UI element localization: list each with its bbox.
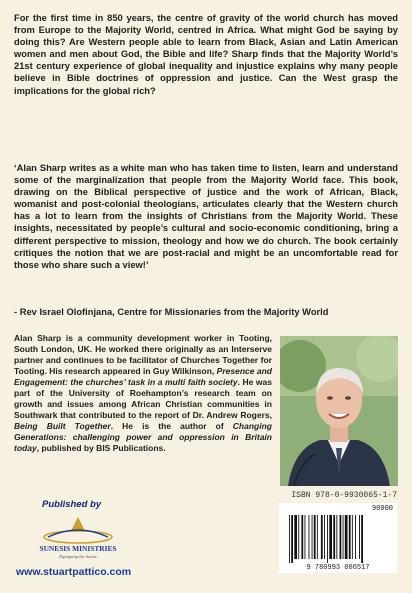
isbn-barcode: [279, 503, 397, 573]
bio-book-title-3: Changing Generations: challenging power and oppression in Britain today: [14, 421, 272, 453]
barcode-bar: [352, 515, 353, 559]
barcode-bar: [321, 515, 323, 559]
author-photo: [280, 336, 398, 486]
barcode-digits: 9 780993 006517: [306, 564, 370, 572]
price-code: 90000: [371, 505, 393, 513]
endorsement-quote: ‘Alan Sharp writes as a white man who has taken time to listen, learn and understand some of the marginalization that people from the Majority World face. This book, drawing on the Biblical perspective of justice and the work of African, Black, womanist and post-colonial theologians, articulates clearly that the Western church has a lot to learn from the insights of Christians from the Majority World. These insights, necessitated by people’s cultural and socio-economic conditioning, bring a different perspective to mission, theology and how we do church. The book certainly critiques the notion that we are post-racial and might be an uncomfortable read for those who share such a view!’: [14, 163, 398, 270]
barcode-bar: [312, 515, 313, 559]
barcode-bar: [345, 515, 348, 559]
barcode-bar: [343, 515, 344, 559]
published-by-label: Published by: [42, 499, 102, 510]
barcode-bar: [301, 515, 303, 559]
barcode-bar: [333, 515, 335, 559]
barcode-bar: [336, 515, 337, 559]
bio-book-title-2: Being Built Together: [14, 421, 111, 431]
barcode-bar: [324, 515, 325, 559]
bio-text-3: . He is the author of: [110, 421, 224, 431]
barcode-bar: [349, 515, 351, 559]
barcode-bar: [359, 515, 360, 559]
barcode-bar: [294, 515, 297, 559]
barcode-bar: [298, 515, 299, 559]
publisher-logo-tagline: Equipping the Saints: [59, 554, 97, 559]
bio-book-title-1: Presence and Engagement: the churches’ task in a multi faith society: [14, 366, 272, 387]
bio-text-4: , published by BIS Publications.: [36, 443, 166, 453]
publisher-logo-name: SUNESIS MINISTRIES: [39, 544, 117, 553]
author-bio: [14, 333, 272, 454]
barcode-bar: [329, 515, 332, 559]
bio-text-1: Alan Sharp is a community development worker in Tooting, South London, UK. He worked there originally as an Interserve partner and continues to be facilitator of Churches Together for Tooting. His research appeared in Guy Wilkinson,: [14, 333, 272, 376]
publisher-logo: [38, 515, 118, 561]
barcode-bar: [340, 515, 342, 559]
barcode-bar: [361, 515, 363, 563]
barcode-bar: [305, 515, 306, 559]
barcode-bar: [355, 515, 356, 559]
barcode-bar: [289, 515, 290, 563]
barcode-bar: [309, 515, 310, 559]
barcode-bar: [317, 515, 318, 559]
barcode-bar: [314, 515, 316, 559]
endorsement-attribution: - Rev Israel Olofinjana, Centre for Missionaries from the Majority World: [14, 307, 329, 317]
isbn-number: ISBN 978-0-9930065-1-7: [291, 491, 397, 500]
blurb-text: For the first time in 850 years, the centre of gravity of the world church has moved from Europe to the Majority World, centred in Africa. What might God be saying by doing this? Are Western people able to learn from Black, Asian and Latin American women and men about God, the Bible and life? Sharp finds that the Majority World’s 21st century experience of global inequality and injustice explains why many people believe in Bible doctrines of oppression and justice. Can the West grasp the implications for the global rich?: [14, 13, 398, 96]
bio-text-2: . He was part of the University of Roehampton’s research team on growth and issues among African Christian communities in Southwark that contributed to the report of Dr. Andrew Rogers,: [14, 377, 272, 420]
barcode-bar: [327, 515, 328, 563]
barcode-bar: [291, 515, 293, 563]
publisher-website-link[interactable]: www.stuartpattico.com: [16, 566, 132, 578]
